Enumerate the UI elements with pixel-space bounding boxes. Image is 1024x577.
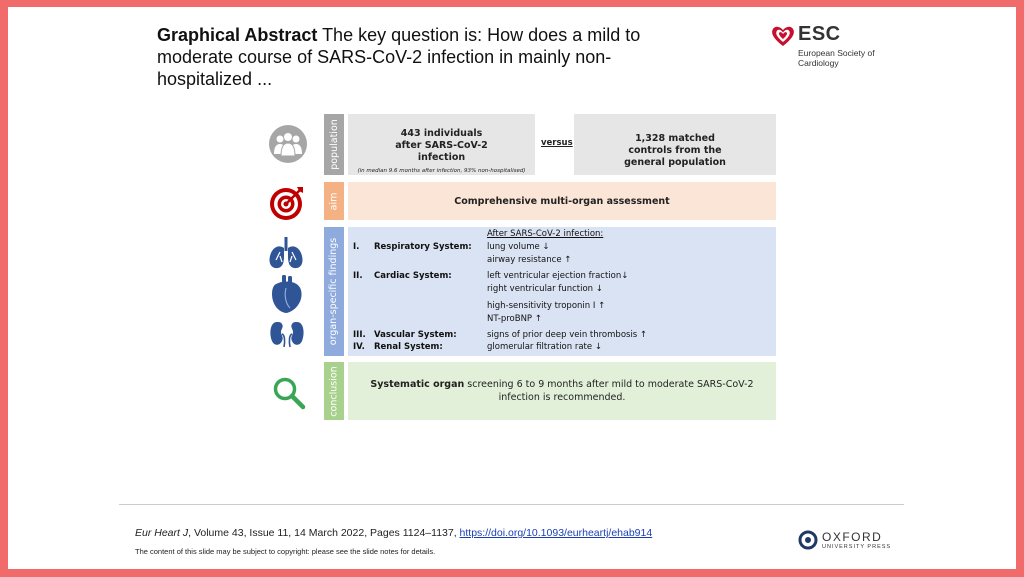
finding-num-3: III. — [353, 330, 366, 340]
population-right-main: 1,328 matched controls from the general population — [624, 133, 726, 168]
slide — [8, 7, 1016, 569]
journal-name: Eur Heart J — [135, 527, 189, 539]
conclusion-label — [324, 362, 344, 420]
esc-name: ESC — [798, 23, 841, 45]
footer-divider — [119, 504, 904, 505]
finding-line-3-1: signs of prior deep vein thrombosis ↑ — [487, 330, 648, 340]
findings-label-text: organ-specific findings — [328, 237, 340, 346]
population-right-box — [574, 114, 776, 175]
finding-system-1: Respiratory System: — [374, 242, 472, 252]
copyright-notice: The content of this slide may be subject to copyright: please see the slide notes for details. — [135, 547, 436, 556]
doi-link[interactable]: https://doi.org/10.1093/eurheartj/ehab914 — [459, 527, 653, 539]
finding-line-1-2: airway resistance ↑ — [487, 255, 572, 265]
conclusion-box — [348, 362, 776, 420]
finding-line-2-4: NT-proBNP ↑ — [487, 314, 542, 324]
findings-label — [324, 227, 344, 356]
population-label-text: population — [328, 119, 340, 170]
aim-text: Comprehensive multi-organ assessment — [454, 195, 670, 207]
aim-label — [324, 182, 344, 220]
finding-system-2: Cardiac System: — [374, 271, 452, 281]
finding-line-4-1: glomerular filtration rate ↓ — [487, 342, 602, 352]
graphical-abstract — [250, 104, 780, 424]
aim-label-text: aim — [328, 192, 340, 210]
heart-icon — [270, 274, 304, 314]
target-icon — [268, 184, 306, 222]
aim-box — [348, 182, 776, 220]
esc-logo — [770, 23, 880, 71]
people-icon — [268, 124, 308, 164]
citation-text: , Volume 43, Issue 11, 14 March 2022, Pages 1124–1137, — [188, 527, 460, 539]
population-left-main: 443 individuals after SARS-CoV-2 infection — [395, 128, 488, 163]
title-bold: Graphical Abstract — [157, 25, 318, 45]
conclusion-bold: Systematic organ — [370, 379, 465, 390]
conclusion-text — [362, 378, 762, 404]
citation — [135, 527, 652, 539]
conclusion-label-text: conclusion — [328, 365, 340, 417]
kidneys-icon — [269, 320, 305, 348]
population-left-box — [348, 114, 535, 175]
finding-line-2-3: high-sensitivity troponin I ↑ — [487, 301, 606, 311]
magnifier-icon — [272, 376, 306, 410]
oup-name: OXFORD — [822, 530, 883, 544]
findings-box — [348, 227, 776, 356]
conclusion-rest: screening 6 to 9 months after mild to moderate SARS-CoV-2 infection is recommended. — [464, 379, 754, 403]
finding-num-1: I. — [353, 242, 360, 252]
title-text: The key question is: How does a mild to moderate course of SARS-CoV-2 infection in mainly non-hospitalized ... — [157, 25, 641, 89]
findings-header: After SARS-CoV-2 infection: — [487, 229, 604, 239]
finding-num-4: IV. — [353, 342, 365, 352]
finding-line-1-1: lung volume ↓ — [487, 242, 550, 252]
population-label — [324, 114, 344, 175]
population-left-sub: (in median 9.6 months after infection, 93% non-hospitalised) — [357, 168, 526, 174]
esc-heart-icon — [770, 23, 796, 49]
lungs-icon — [268, 236, 304, 270]
esc-subtitle: European Society of Cardiology — [798, 48, 875, 68]
oup-logo — [798, 529, 898, 553]
finding-system-3: Vascular System: — [374, 330, 457, 340]
finding-system-4: Renal System: — [374, 342, 443, 352]
versus-label: versus — [541, 138, 573, 148]
finding-line-2-2: right ventricular function ↓ — [487, 284, 603, 294]
slide-title — [157, 24, 677, 90]
finding-line-2-1: left ventricular ejection fraction↓ — [487, 271, 629, 281]
oup-subtitle: UNIVERSITY PRESS — [822, 544, 892, 550]
finding-num-2: II. — [353, 271, 363, 281]
oup-emblem-icon — [798, 530, 818, 550]
